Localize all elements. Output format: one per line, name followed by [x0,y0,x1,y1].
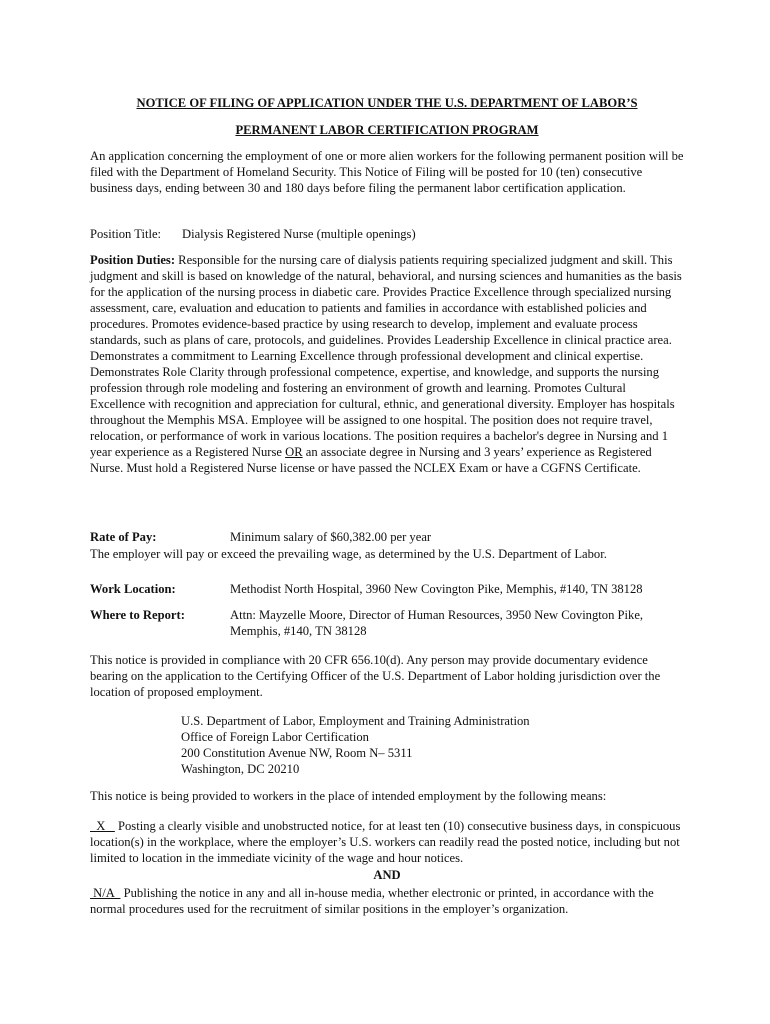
compliance-paragraph [90,652,684,700]
rate-of-pay-row [90,529,684,545]
option-publishing-desc: Publishing the notice in any and all in-house media, whether electronic or printed, in accordance with the normal procedures used for the recruitment of similar positions in the employer’s organization. [90,886,654,916]
position-duties-part1: Responsible for the nursing care of dialysis patients requiring specialized judgment and skill. This judgment and skill is based on knowledge of the natural, behavioral, and nursing sciences and humanities as the basis for the application of the nursing process in diabetic care. Provides Practice Excellence through specialized nursing assessment, care, evaluation and education to patients and families in accordance with established policies and procedures. Promotes evidence-based practice by using research to develop, implement and evaluate process standards, such as plans of care, protocols, and guidelines. Provides Leadership Excellence in clinical practice area. Demonstrates a commitment to Learning Excellence through professional development and clinical expertise. Demonstrates Role Clarity through professional competence, expertise, and knowledge, and supports the nursing profession through role modeling and fostering an environment of growth and learning. Promotes Cultural Excellence with recognition and appreciation for cultural, ethnic, and generational diversity. Employer has hospitals throughout the Memphis MSA. Employee will be assigned to one hospital. The position does not require travel, relocation, or performance of work in various locations. The position requires a bachelor's degree in Nursing and 1 year experience as a Registered Nurse [90,253,682,459]
rate-note-text: The employer will pay or exceed the prevailing wage, as determined by the U.S. Department of Labor. [90,547,607,561]
address-line: Washington, DC 20210 [181,762,300,776]
option-posting-text [90,818,684,866]
where-to-report-row [90,607,684,641]
and-label: AND [373,868,401,882]
option-posting-desc: Posting a clearly visible and unobstructed notice, for at least ten (10) consecutive business days, in conspicuous location(s) in the workplace, where the employer’s U.S. workers can readily read the posted notice, including but not limited to location in the immediate vicinity of the wage and hour notices. [90,819,681,865]
where-to-report-value: Attn: Mayzelle Moore, Director of Human Resources, 3950 New Covington Pike, Memphis, #140, TN 38128 [230,608,644,638]
option-posting [90,818,684,866]
notice-title-line1: NOTICE OF FILING OF APPLICATION UNDER THE U.S. DEPARTMENT OF LABOR’S [136,96,638,110]
position-duties-text [90,252,684,476]
rate-of-pay-label: Rate of Pay: [90,530,157,544]
position-title-row [90,226,684,242]
address-line: U.S. Department of Labor, Employment and Training Administration [181,714,530,728]
position-title-label: Position Title: [90,227,162,241]
position-duties-or: OR [285,445,303,459]
compliance-text: This notice is provided in compliance with 20 CFR 656.10(d). Any person may provide documentary evidence bearing on the application to the Certifying Officer of the U.S. Department of Labor holding jurisdiction over the location of proposed employment. [90,653,661,699]
means-intro [90,788,684,804]
position-duties-paragraph [90,252,684,476]
option-publishing [90,885,684,917]
work-location-value: Methodist North Hospital, 3960 New Covington Pike, Memphis, #140, TN 38128 [230,582,643,596]
intro-paragraph [90,148,684,196]
position-duties-label: Position Duties: [90,253,176,267]
rate-of-pay-value: Minimum salary of $60,382.00 per year [230,530,432,544]
position-title-value: Dialysis Registered Nurse (multiple openings) [182,227,416,241]
option-publishing-mark: N/A [90,886,121,900]
intro-text: An application concerning the employment of one or more alien workers for the following permanent position will be filed with the Department of Homeland Security. This Notice of Filing will be posted for 10 (ten) consecutive business days, ending between 30 and 180 days before filing the permanent labor certification application. [90,149,684,195]
dol-address-block [181,713,681,777]
work-location-label: Work Location: [90,582,176,596]
address-line: Office of Foreign Labor Certification [181,730,369,744]
notice-title-line2: PERMANENT LABOR CERTIFICATION PROGRAM [235,123,539,137]
and-separator [90,867,684,883]
where-to-report-label: Where to Report: [90,608,185,622]
means-intro-text: This notice is being provided to workers in the place of intended employment by the following means: [90,789,607,803]
option-posting-mark: X [90,819,115,833]
position-duties-part2: an associate degree in Nursing and 3 years’ experience as Registered Nurse. Must hold a Registered Nurse license or have passed the NCLEX Exam or have a CGFNS Certificate. [90,445,652,475]
option-publishing-text [90,885,684,917]
work-location-row [90,581,684,597]
rate-note [90,546,684,562]
address-line: 200 Constitution Avenue NW, Room N– 5311 [181,746,413,760]
